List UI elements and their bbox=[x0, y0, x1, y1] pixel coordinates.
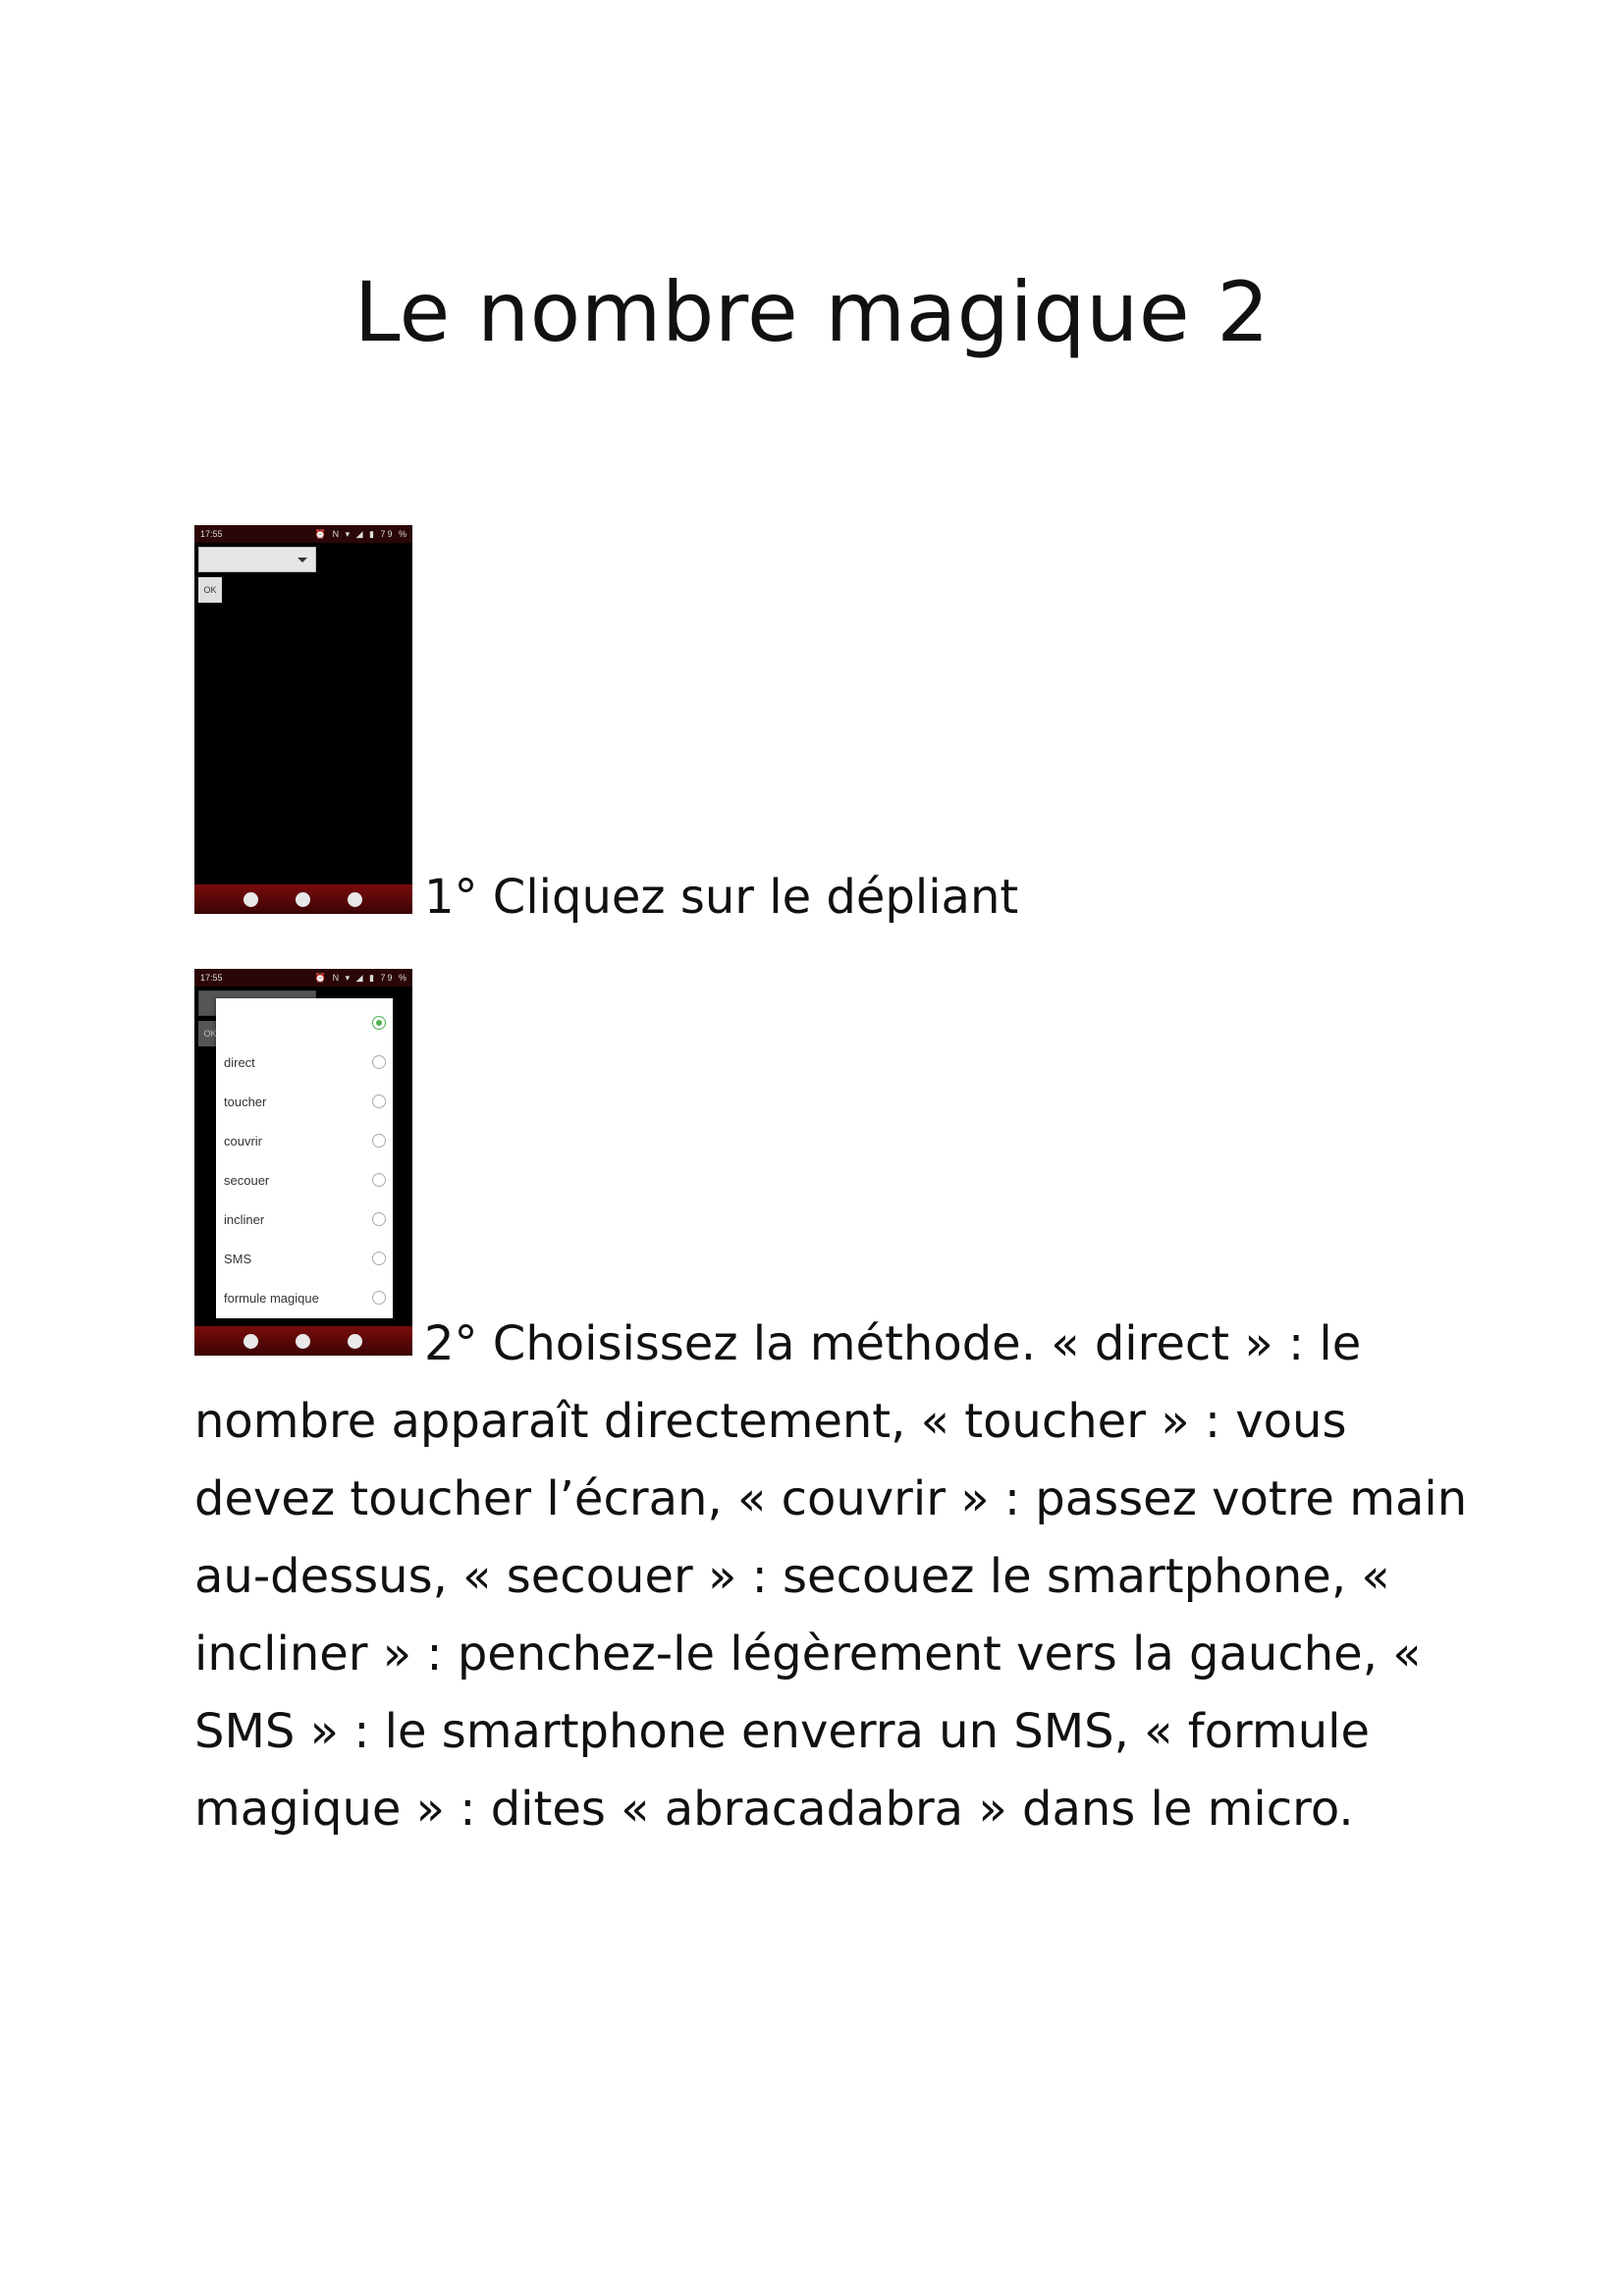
status-bar bbox=[194, 525, 412, 543]
status-icons: ⏰ N ▾ ◢ ▮ 79 % bbox=[314, 973, 408, 983]
page-title: Le nombre magique 2 bbox=[353, 264, 1271, 361]
ok-button[interactable]: OK bbox=[198, 577, 222, 603]
radio-icon[interactable] bbox=[372, 1055, 386, 1069]
method-dropdown[interactable] bbox=[198, 547, 316, 572]
radio-icon[interactable] bbox=[372, 1016, 386, 1030]
ok-button[interactable]: OK bbox=[198, 1021, 222, 1046]
menu-option-label: incliner bbox=[224, 1212, 265, 1227]
app-screenshot-dropdown bbox=[194, 969, 412, 1356]
radio-icon[interactable] bbox=[372, 1134, 386, 1148]
recent-apps-icon[interactable] bbox=[348, 892, 362, 907]
step-1-text: 1° Cliquez sur le dépliant bbox=[424, 870, 1019, 925]
method-options-menu bbox=[216, 998, 393, 1318]
status-time: 17:55 bbox=[200, 973, 223, 983]
menu-option-label: SMS bbox=[224, 1252, 252, 1266]
menu-option-direct[interactable] bbox=[216, 1043, 393, 1083]
radio-icon[interactable] bbox=[372, 1212, 386, 1226]
menu-option-incliner[interactable] bbox=[216, 1201, 393, 1240]
menu-option-toucher[interactable] bbox=[216, 1083, 393, 1122]
menu-option-label: direct bbox=[224, 1055, 255, 1070]
nav-bar bbox=[194, 884, 412, 914]
menu-option-label: formule magique bbox=[224, 1291, 319, 1306]
menu-option-label: couvrir bbox=[224, 1134, 263, 1148]
back-icon[interactable] bbox=[244, 892, 258, 907]
step-2-text: 2° Choisissez la méthode. « direct » : le nombre apparaît directement, « toucher » : vous devez toucher l’écran, « couvrir » : passez votre main au-dessus, « secouer » : secouez le smartphone, « incliner » : penchez-le légèrement vers la gauche, « SMS » : le smartphone enverra un SMS, « formule magique » : dites « abracadabra » dans le micro. bbox=[194, 1316, 1468, 1837]
app-screenshot-main bbox=[194, 525, 412, 914]
home-icon[interactable] bbox=[296, 892, 310, 907]
menu-option-secouer[interactable] bbox=[216, 1161, 393, 1201]
menu-option-couvrir[interactable] bbox=[216, 1122, 393, 1161]
menu-option-label: secouer bbox=[224, 1173, 270, 1188]
menu-option-SMS[interactable] bbox=[216, 1240, 393, 1279]
menu-option-empty[interactable] bbox=[216, 1004, 393, 1043]
radio-icon[interactable] bbox=[372, 1173, 386, 1187]
radio-icon[interactable] bbox=[372, 1291, 386, 1305]
status-bar bbox=[194, 969, 412, 987]
status-icons: ⏰ N ▾ ◢ ▮ 79 % bbox=[314, 529, 408, 539]
chevron-down-icon bbox=[298, 558, 307, 562]
menu-option-label: toucher bbox=[224, 1095, 267, 1109]
status-time: 17:55 bbox=[200, 529, 223, 539]
radio-icon[interactable] bbox=[372, 1095, 386, 1108]
radio-icon[interactable] bbox=[372, 1252, 386, 1265]
